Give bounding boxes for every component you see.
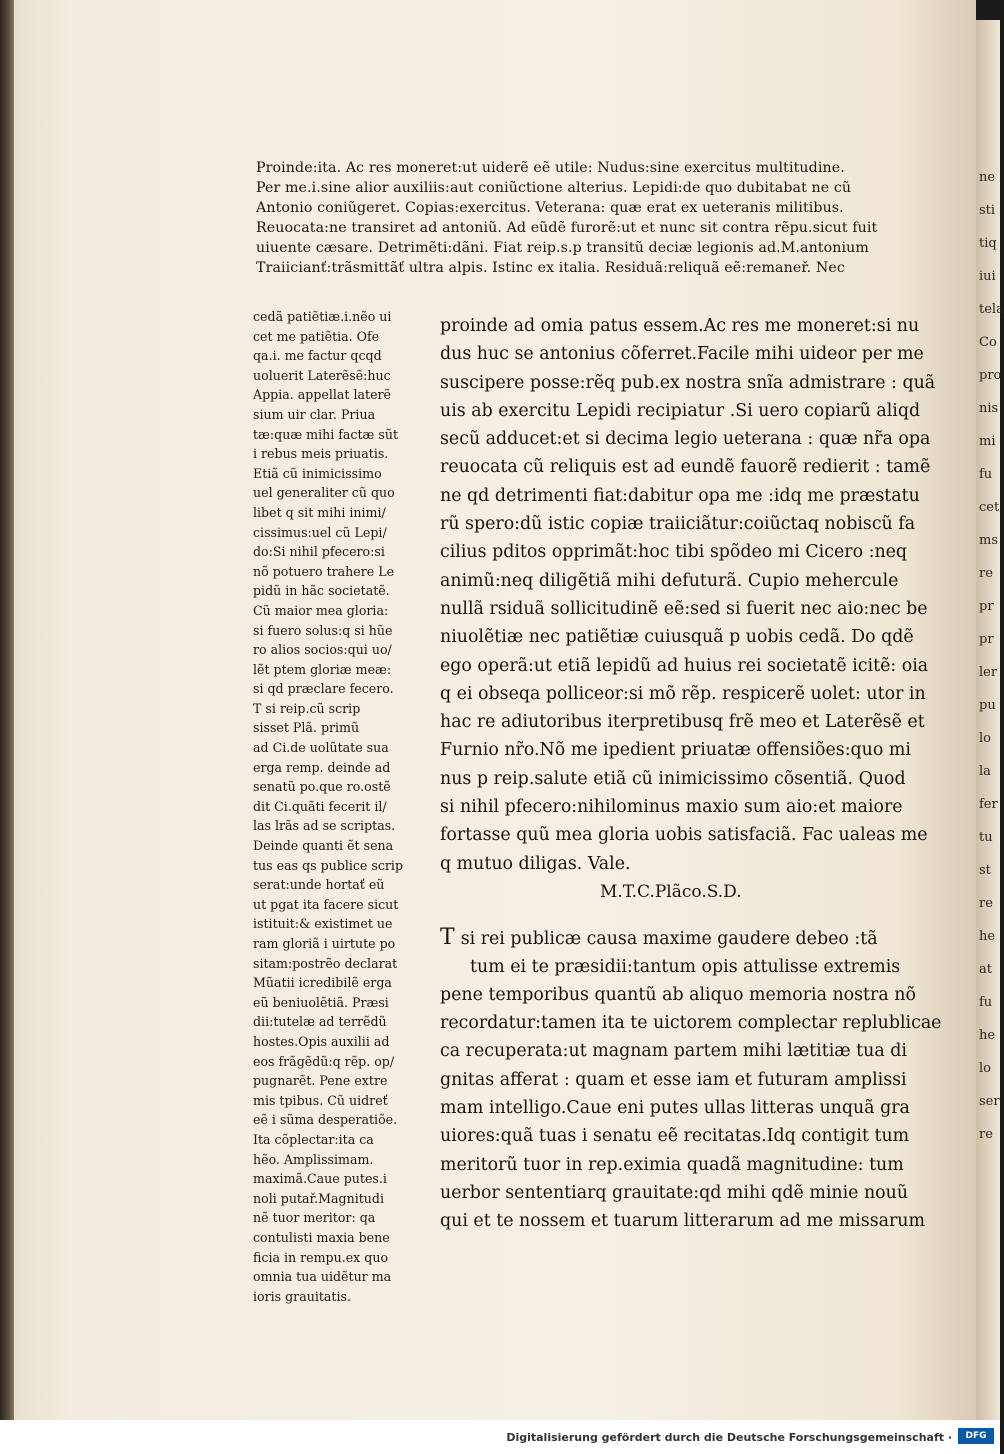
gloss-line: dit Ci.quãti fecerit il/ <box>253 798 387 814</box>
text-line: proinde ad omia patus essem.Ac res me moneret:si nu <box>440 316 920 336</box>
line-text: si rei publicæ causa maxime gaudere debeo :tã <box>460 929 878 950</box>
gloss-line: Mũatii icredibilẽ erga <box>253 975 392 991</box>
dfg-logo: DFG <box>958 1428 994 1444</box>
gloss-line: erga remp. deinde ad <box>253 759 391 775</box>
fragment-text: re <box>979 566 993 581</box>
text-line: gnitas afferat : quam et esse iam et futuram amplissi <box>440 1069 907 1090</box>
gloss-line: nõ potuero trahere Le <box>253 563 395 579</box>
text-line: mam intelligo.Caue eni putes ullas litteras unquã gra <box>440 1098 910 1119</box>
fragment-text: lo <box>979 1061 991 1076</box>
text-line: ne qd detrimenti fiat:dabitur opa me :idq me præstatu <box>440 485 920 506</box>
gloss-line: pugnarẽt. Pene extre <box>253 1073 388 1089</box>
gloss-line: Deinde quanti ẽt sena <box>253 838 394 854</box>
text-line: Furnio nr̃o.Nõ me ipedient priuatæ offensiões:quo mi <box>440 740 911 761</box>
gloss-line: qa.i. me factur qcqd <box>253 348 382 364</box>
letter-heading: M.T.C.Plãco.S.D. <box>600 881 742 902</box>
gloss-line: lẽt ptem gloriæ meæ: <box>253 661 392 677</box>
gloss-line: sitam:postrẽo declarat <box>253 955 398 971</box>
fragment-text: cet <box>979 500 1000 515</box>
fragment-text: la <box>979 764 991 779</box>
gloss-line: hostes.Opis auxilii ad <box>253 1033 390 1049</box>
gloss-line: senatũ po.que ro.ostẽ <box>253 779 391 795</box>
gloss-line: Etiã cũ inimicissimo <box>253 465 382 481</box>
initial-letter: T <box>440 925 455 951</box>
gloss-line: cedã patiẽtiæ.i.nẽo ui <box>253 309 392 324</box>
gloss-line: libet q sit mihi inimi/ <box>253 504 386 520</box>
fragment-text: he <box>979 1028 996 1043</box>
text-line: fortasse quũ mea gloria uobis satisfaciã. Fac ualeas me <box>440 825 928 846</box>
fragment-text: re <box>979 1127 993 1142</box>
gloss-line: contulisti maxia bene <box>253 1229 390 1245</box>
gloss-line: uiuente cæsare. Detrimẽti:dãni. Fiat reip.s.p transitũ deciæ legionis ad.M.antonium <box>256 240 869 256</box>
gloss-line: ram gloriã i uirtute po <box>253 936 396 951</box>
gloss-line: las lrãs ad se scriptas. <box>253 818 396 834</box>
text-line: animũ:neq diligẽtiã mihi defuturã. Cupio mehercule <box>440 570 899 591</box>
fragment-text: ser <box>979 1094 1000 1109</box>
gloss-line: sisset Plã. primũ <box>253 720 360 736</box>
gloss-line: Proinde:ita. Ac res moneret:ut uiderẽ eẽ utile: Nudus:sine exercitus multitudine. <box>256 160 845 176</box>
fragment-text: lo <box>979 731 991 746</box>
text-line: niuolẽtiæ nec patiẽtiæ cuiusquã p uobis cedã. Do qdẽ <box>440 627 914 648</box>
book-spine <box>0 0 14 1454</box>
fragment-text: fer <box>979 797 998 812</box>
gloss-line: eos frãgẽdũ:q rẽp. op/ <box>253 1053 395 1069</box>
text-line: uiores:quã tuas i senatu eẽ recitatas.Idq contigit tum <box>440 1126 910 1147</box>
first-letter-text <box>440 312 936 878</box>
gloss-line: ro alios socios:qui uo/ <box>253 642 392 658</box>
gloss-line: Reuocata:ne transiret ad antoniũ. Ad eũdẽ furorẽ:ut et nunc sit contra rẽpu.sicut fuit <box>256 220 878 236</box>
text-line: uis ab exercitu Lepidi recipiatur .Si uero copiarũ aliqd <box>440 400 921 421</box>
gloss-line: serat:unde hortať eũ <box>253 877 385 893</box>
gloss-line: Per me.i.sine alior auxiliis:aut coniũctione alterius. Lepidi:de quo dubitabat ne cũ <box>256 180 852 196</box>
gloss-line: hẽo. Amplissimam. <box>253 1151 374 1167</box>
text-line: ca recuperata:ut magnam partem mihi lætitiæ tua di <box>440 1041 907 1062</box>
gloss-line: dii:tutelæ ad terrẽdũ <box>253 1014 387 1030</box>
gloss-line: do:Si nihil pfecero:si <box>253 544 385 560</box>
gloss-line: uel generaliter cũ quo <box>253 485 395 501</box>
gloss-line: Appia. appellat laterẽ <box>253 387 391 403</box>
text-line: ego operã:ut etiã lepidũ ad huius rei societatẽ icitẽ: oia <box>440 655 929 676</box>
gloss-line: pidũ in hãc societatẽ. <box>253 583 390 599</box>
gloss-top-block <box>256 158 916 278</box>
fragment-text: fu <box>979 995 993 1010</box>
fragment-text: pr <box>979 599 994 614</box>
footer-bar <box>0 1420 1000 1454</box>
text-line: dus huc se antonius cõferret.Facile mihi uideor per me <box>440 344 924 365</box>
adjacent-page-edge <box>976 20 1004 1420</box>
gloss-line: nẽ tuor meritor: qa <box>253 1210 376 1226</box>
gloss-line: Ita cõplectar:ita ca <box>253 1131 374 1147</box>
fragment-text: ms <box>979 533 998 548</box>
gloss-line: istituit:& existimet ue <box>253 916 393 932</box>
fragment-text: ler <box>979 665 998 680</box>
gloss-line: ut pgat ita facere sicut <box>253 896 399 912</box>
fragment-text: ne <box>979 170 996 185</box>
fragment-text: pu <box>979 698 996 713</box>
fragment-text: iui <box>979 269 996 284</box>
fragment-text: pr <box>979 632 994 647</box>
gloss-line: tæ:quæ mihi factæ sũt <box>253 426 399 442</box>
fragment-text: sti <box>979 203 996 218</box>
gloss-line: cissimus:uel cũ Lepi/ <box>253 524 387 540</box>
gloss-line: Traiicianť:trãsmittãť ultra alpis. Istinc ex italia. Residuã:reliquã eẽ:remaneř. Nec <box>256 260 845 276</box>
gloss-line: noli putař.Magnitudi <box>253 1190 384 1206</box>
text-line: secũ adducet:et si decima legio ueterana : quæ nr̃a opa <box>440 429 931 450</box>
gloss-line: tus eas qs publice scrip <box>253 857 404 873</box>
text-line: cilius pditos opprimãt:hoc tibi spõdeo mi Cicero :neq <box>440 542 908 563</box>
text-line: hac re adiutoribus iterpretibusq frẽ meo et Laterẽsẽ et <box>440 712 925 733</box>
gloss-line: Cũ maior mea gloria: <box>253 602 389 618</box>
fragment-text: tiq <box>979 236 997 251</box>
text-line: q mutuo diligas. Vale. <box>440 853 631 874</box>
text-line: si nihil pfecero:nihilominus maxio sum aio:et maiore <box>440 797 903 818</box>
text-line <box>440 924 910 952</box>
gloss-line: omnia tua uidẽtur ma <box>253 1269 392 1285</box>
gloss-line: eẽ i sũma desperatiõe. <box>253 1112 398 1128</box>
fragment-text: tu <box>979 830 993 845</box>
second-letter-text <box>440 924 942 1235</box>
gloss-line: T si reip.cũ scrip <box>253 700 361 716</box>
text-line: tum ei te præsidii:tantum opis attulisse extremis <box>470 956 901 977</box>
fragment-text: re <box>979 896 993 911</box>
text-line: meritorũ tuor in rep.eximia quadã magnitudine: tum <box>440 1154 904 1175</box>
fragment-text: at <box>979 962 992 977</box>
text-line: reuocata cũ reliquis est ad eundẽ fauorẽ redierit : tamẽ <box>440 457 931 478</box>
fragment-text: he <box>979 929 996 944</box>
funding-credit: Digitalisierung gefördert durch die Deutsche Forschungsgemeinschaft · <box>506 1431 952 1444</box>
text-line: rũ spero:dũ istic copiæ traiiciãtur:coiũctaq nobiscũ fa <box>440 514 916 535</box>
fragment-text: pro <box>979 368 1002 383</box>
text-line: q ei obseqa polliceor:si mõ rẽp. respicerẽ uolet: utor in <box>440 683 926 704</box>
fragment-text: tela <box>979 302 1004 317</box>
text-line: recordatur:tamen ita te uictorem complectar replublicae <box>440 1013 942 1034</box>
gloss-line: Antonio coniũgeret. Copias:exercitus. Veterana: quæ erat ex ueteranis militibus. <box>256 200 844 216</box>
gloss-line: cet me patiẽtia. Ofe <box>253 328 380 344</box>
text-line: uerbor sententiarq grauitate:qd mihi qdẽ minie nouũ <box>440 1182 909 1203</box>
gloss-line: mis tpibus. Cũ uidreť <box>253 1092 388 1108</box>
gloss-line: sium uir clar. Priua <box>253 406 376 422</box>
text-line: nullã rsiduã sollicitudinẽ eẽ:sed si fuerit nec aio:nec be <box>440 598 928 619</box>
text-line: nus p reip.salute etiã cũ inimicissimo cõsentiã. Quod <box>440 768 906 789</box>
gloss-line: uoluerit Laterẽsẽ:huc <box>253 367 391 383</box>
fragment-text: mi <box>979 434 996 449</box>
text-line: pene temporibus quantũ ab aliquo memoria nostra nõ <box>440 984 916 1005</box>
fragment-text: Co <box>979 335 997 350</box>
fragment-text: fu <box>979 467 993 482</box>
gloss-side-column <box>253 307 429 1306</box>
text-line: suscipere posse:rẽq pub.ex nostra snĩa admistrare : quã <box>440 372 936 393</box>
gloss-line: ioris grauitatis. <box>253 1288 351 1304</box>
text-line: qui et te nossem et tuarum litterarum ad me missarum <box>440 1211 925 1232</box>
fragment-text: nis <box>979 401 999 416</box>
gloss-line: i rebus meis priuatis. <box>253 446 389 462</box>
fragment-text: st <box>979 863 991 878</box>
main-text-column <box>440 312 942 1236</box>
gloss-line: eũ beniuolẽtiã. Præsi <box>253 994 389 1010</box>
gloss-line: ad Ci.de uolũtate sua <box>253 740 389 756</box>
gloss-line: si fuero solus:q si hũe <box>253 622 393 638</box>
gloss-line: si qd præclare fecero. <box>253 681 394 697</box>
gloss-line: maximã.Caue putes.i <box>253 1171 387 1187</box>
gloss-line: ficia in rempu.ex quo <box>253 1249 389 1265</box>
